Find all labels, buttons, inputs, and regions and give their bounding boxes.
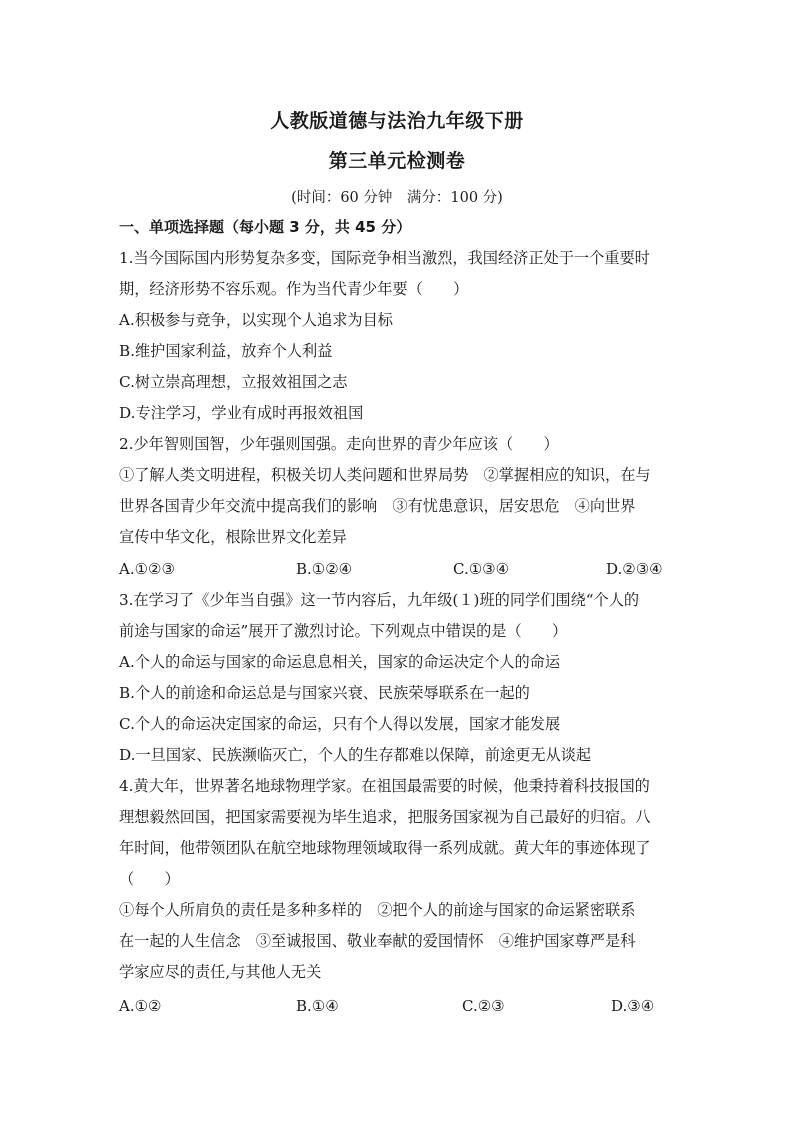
question-4-stem-line-6: 在一起的人生信念 ③至诚报国、敬业奉献的爱国情怀 ④维护国家尊严是科 bbox=[119, 932, 636, 950]
question-4-option-b: B.①④ bbox=[296, 997, 339, 1015]
question-4-stem-line-3: 年时间，他带领团队在航空地球物理领域取得一系列成就。黄大年的事迹体现了 bbox=[119, 839, 651, 857]
question-1-option-c: C.树立崇高理想，立报效祖国之志 bbox=[119, 373, 348, 391]
question-2-option-d: D.②③④ bbox=[606, 560, 663, 578]
question-3-option-d: D.一旦国家、民族濒临灭亡，个人的生存都难以保障，前途更无从谈起 bbox=[119, 746, 592, 764]
question-1-stem-line-1: 1.当今国际国内形势复杂多变，国际竞争相当激烈，我国经济正处于一个重要时 bbox=[119, 249, 650, 267]
question-3-option-a: A.个人的命运与国家的命运息息相关，国家的命运决定个人的命运 bbox=[119, 653, 561, 671]
question-4-options bbox=[119, 996, 679, 1016]
question-2-stem-line-1: 2.少年智则国智，少年强则国强。走向世界的青少年应该（ ） bbox=[119, 435, 559, 453]
exam-meta: (时间：60 分钟 满分：100 分) bbox=[291, 190, 503, 206]
exam-title: 人教版道德与法治九年级下册 bbox=[270, 110, 524, 132]
question-4-stem-line-5: ①每个人所肩负的责任是多种多样的 ②把个人的前途与国家的命运紧密联系 bbox=[119, 901, 636, 919]
question-2-options bbox=[119, 559, 679, 579]
question-1-option-a: A.积极参与竞争，以实现个人追求为目标 bbox=[119, 311, 393, 329]
question-2-stem-line-4: 宣传中华文化，根除世界文化差异 bbox=[119, 528, 347, 546]
section-heading: 一、单项选择题（每小题 3 分，共 45 分） bbox=[119, 218, 412, 236]
question-2-option-c: C.①③④ bbox=[453, 560, 510, 578]
question-4-option-c: C.②③ bbox=[462, 997, 505, 1015]
question-2-stem-line-2: ①了解人类文明进程，积极关切人类问题和世界局势 ②掌握相应的知识，在与 bbox=[119, 466, 651, 484]
question-2-option-a: A.①②③ bbox=[119, 560, 175, 578]
exam-subtitle: 第三单元检测卷 bbox=[328, 150, 466, 172]
question-3-stem-line-1: 3.在学习了《少年当自强》这一节内容后，九年级(１)班的同学们围绕“个人的 bbox=[119, 591, 640, 609]
question-3-stem-line-2: 前途与国家的命运”展开了激烈讨论。下列观点中错误的是（ ） bbox=[119, 622, 568, 640]
question-2-stem-line-3: 世界各国青少年交流中提高我们的影响 ③有忧患意识，居安思危 ④向世界 bbox=[119, 497, 636, 515]
question-1-option-b: B.维护国家利益，放弃个人利益 bbox=[119, 342, 333, 360]
question-4-option-d: D.③④ bbox=[611, 997, 655, 1015]
question-3-option-c: C.个人的命运决定国家的命运，只有个人得以发展，国家才能发展 bbox=[119, 715, 561, 733]
question-4-stem-line-4: （ ） bbox=[119, 870, 180, 888]
question-4-option-a: A.①② bbox=[119, 997, 162, 1015]
question-3-option-b: B.个人的前途和命运总是与国家兴衰、民族荣辱联系在一起的 bbox=[119, 684, 530, 702]
question-4-stem-line-1: 4.黄大年，世界著名地球物理学家。在祖国最需要的时候，他秉持着科技报国的 bbox=[119, 777, 650, 795]
question-2-option-b: B.①②④ bbox=[296, 560, 353, 578]
question-4-stem-line-2: 理想毅然回国，把国家需要视为毕生追求，把服务国家视为自己最好的归宿。八 bbox=[119, 808, 651, 826]
question-4-stem-line-7: 学家应尽的责任,与其他人无关 bbox=[119, 963, 322, 981]
question-1-option-d: D.专注学习，学业有成时再报效祖国 bbox=[119, 404, 364, 422]
question-1-stem-line-2: 期，经济形势不容乐观。作为当代青少年要（ ） bbox=[119, 280, 469, 298]
